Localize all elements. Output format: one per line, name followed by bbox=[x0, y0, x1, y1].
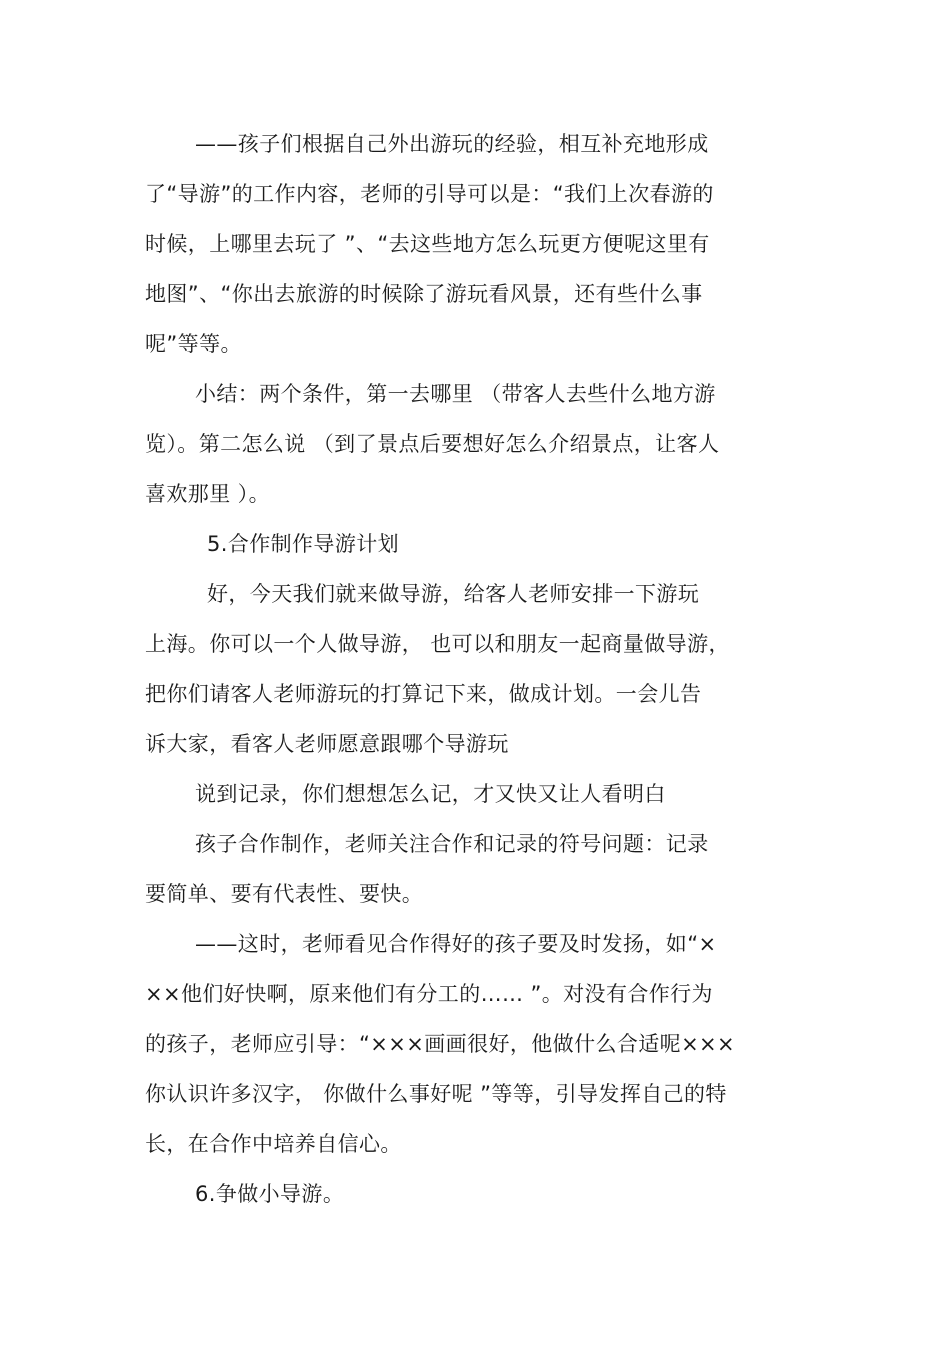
paragraph-line: 了“导游”的工作内容，老师的引导可以是：“我们上次春游的 bbox=[145, 182, 714, 206]
paragraph-line: 时候，上哪里去玩了 ”、“去这些地方怎么玩更方便呢这里有 bbox=[145, 232, 710, 256]
paragraph-line: 说到记录，你们想想怎么记，才又快又让人看明白 bbox=[195, 782, 666, 806]
section-heading: 5.合作制作导游计划 bbox=[207, 532, 400, 556]
paragraph-line: 孩子合作制作，老师关注合作和记录的符号问题：记录 bbox=[195, 832, 709, 856]
paragraph-line: 小结：两个条件，第一去哪里 （带客人去些什么地方游 bbox=[195, 382, 716, 406]
paragraph-line: ——这时，老师看见合作得好的孩子要及时发扬，如“× bbox=[195, 932, 717, 956]
paragraph-line: 呢”等等。 bbox=[145, 332, 242, 356]
paragraph-line: 诉大家，看客人老师愿意跟哪个导游玩 bbox=[145, 732, 509, 756]
paragraph-line: 长，在合作中培养自信心。 bbox=[145, 1132, 402, 1156]
paragraph-line: ××他们好快啊，原来他们有分工的…… ”。对没有合作行为 bbox=[145, 982, 713, 1006]
paragraph-line: 把你们请客人老师游玩的打算记下来，做成计划。一会儿告 bbox=[145, 682, 702, 706]
paragraph-line: 好，今天我们就来做导游，给客人老师安排一下游玩 bbox=[207, 582, 700, 606]
paragraph-line: 你认识许多汉字， 你做什么事好呢 ”等等，引导发挥自己的特 bbox=[145, 1082, 727, 1106]
paragraph-line: 的孩子，老师应引导：“×××画画很好，他做什么合适呢××× bbox=[145, 1032, 736, 1056]
paragraph-line: 地图”、“你出去旅游的时候除了游玩看风景，还有些什么事 bbox=[145, 282, 703, 306]
paragraph-line: 览）。第二怎么说 （到了景点后要想好怎么介绍景点，让客人 bbox=[145, 432, 720, 456]
paragraph-line: 上海。你可以一个人做导游， 也可以和朋友一起商量做导游， bbox=[145, 632, 730, 656]
paragraph-line: 要简单、要有代表性、要快。 bbox=[145, 882, 424, 906]
section-heading: 6.争做小导游。 bbox=[195, 1182, 345, 1206]
paragraph-line: ——孩子们根据自己外出游玩的经验，相互补充地形成 bbox=[195, 132, 709, 156]
paragraph-line: 喜欢那里 ）。 bbox=[145, 482, 270, 506]
